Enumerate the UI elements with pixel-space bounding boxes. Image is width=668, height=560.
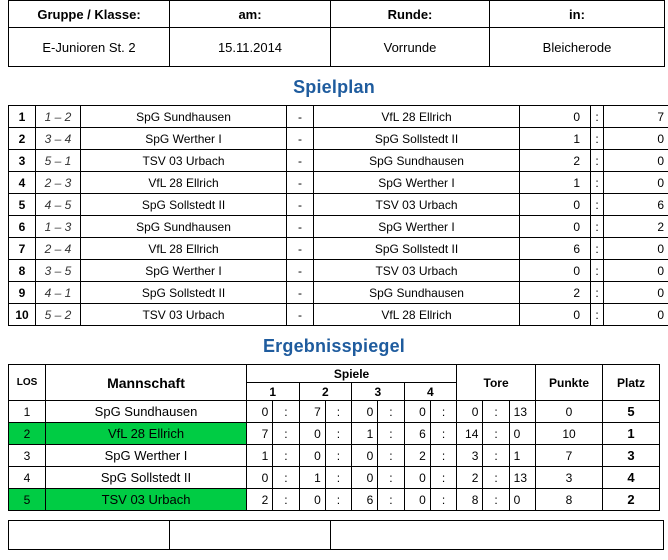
match-dash: - (287, 150, 314, 172)
standing-los: 5 (9, 489, 46, 511)
standing-tore-conceded: 0 (509, 489, 535, 511)
standing-punkte: 0 (536, 401, 603, 423)
match-number: 7 (9, 238, 36, 260)
score-colon: : (273, 445, 299, 467)
standing-game1-away: 1 (299, 467, 325, 489)
match-home-team: VfL 28 Ellrich (81, 238, 287, 260)
table-row (9, 260, 668, 282)
match-goals-away: 0 (604, 260, 668, 282)
score-colon: : (325, 445, 351, 467)
match-dash: - (287, 172, 314, 194)
table-row (9, 521, 664, 550)
match-goals-home: 2 (520, 282, 591, 304)
match-goals-away: 0 (604, 128, 668, 150)
match-dash: - (287, 128, 314, 150)
standing-game2-home: 0 (352, 467, 378, 489)
col-header-tore: Tore (457, 365, 536, 401)
header-value-am: 15.11.2014 (170, 28, 331, 67)
match-away-team: VfL 28 Ellrich (314, 106, 520, 128)
score-colon: : (325, 401, 351, 423)
score-colon: : (273, 401, 299, 423)
match-goals-home: 0 (520, 194, 591, 216)
match-number: 10 (9, 304, 36, 326)
match-goals-home: 1 (520, 172, 591, 194)
match-dash: - (287, 282, 314, 304)
tore-colon: : (483, 445, 509, 467)
match-home-team: SpG Sundhausen (81, 216, 287, 238)
match-home-team: TSV 03 Urbach (81, 304, 287, 326)
standing-tore-conceded: 13 (509, 467, 535, 489)
score-colon: : (325, 467, 351, 489)
standing-game2-home: 0 (352, 401, 378, 423)
header-label-am: am: (170, 1, 331, 28)
standing-los: 4 (9, 467, 46, 489)
table-row (9, 445, 660, 467)
standing-game2-home: 0 (352, 445, 378, 467)
header-value-gruppe: E-Junioren St. 2 (9, 28, 170, 67)
table-row (9, 423, 660, 445)
match-goals-away: 0 (604, 238, 668, 260)
match-score-colon: : (591, 194, 604, 216)
match-pairing: 2 – 4 (36, 238, 81, 260)
match-goals-away: 2 (604, 216, 668, 238)
match-number: 6 (9, 216, 36, 238)
footer-cell-3 (331, 521, 664, 550)
match-number: 3 (9, 150, 36, 172)
match-pairing: 2 – 3 (36, 172, 81, 194)
header-value-in: Bleicherode (490, 28, 665, 67)
match-number: 5 (9, 194, 36, 216)
footer-cell-1 (9, 521, 170, 550)
score-colon: : (325, 489, 351, 511)
standing-tore-scored: 0 (457, 401, 483, 423)
standing-tore-scored: 3 (457, 445, 483, 467)
match-goals-home: 0 (520, 304, 591, 326)
tore-colon: : (483, 489, 509, 511)
match-score-colon: : (591, 216, 604, 238)
standing-tore-conceded: 1 (509, 445, 535, 467)
header-info-table (8, 0, 665, 67)
score-colon: : (378, 467, 404, 489)
standing-los: 2 (9, 423, 46, 445)
match-number: 4 (9, 172, 36, 194)
match-score-colon: : (591, 172, 604, 194)
standing-los: 1 (9, 401, 46, 423)
score-colon: : (430, 423, 456, 445)
ergebnisspiegel-title: Ergebnisspiegel (262, 336, 406, 356)
match-score-colon: : (591, 260, 604, 282)
standing-game1-home: 0 (247, 401, 273, 423)
header-value-row (9, 28, 665, 67)
col-header-mannschaft: Mannschaft (46, 365, 247, 401)
header-value-runde: Vorrunde (331, 28, 490, 67)
match-away-team: SpG Sollstedt II (314, 128, 520, 150)
col-header-spiel-3: 3 (352, 383, 405, 401)
standing-game1-home: 7 (247, 423, 273, 445)
ergebnisspiegel-table (8, 364, 660, 511)
match-goals-away: 0 (604, 282, 668, 304)
standing-game1-home: 1 (247, 445, 273, 467)
header-label-row (9, 1, 665, 28)
score-colon: : (430, 401, 456, 423)
standing-tore-scored: 2 (457, 467, 483, 489)
match-score-colon: : (591, 106, 604, 128)
match-goals-home: 6 (520, 238, 591, 260)
col-header-los: LOS (9, 365, 46, 401)
match-dash: - (287, 260, 314, 282)
score-colon: : (378, 423, 404, 445)
match-home-team: TSV 03 Urbach (81, 150, 287, 172)
table-row (9, 489, 660, 511)
standing-tore-conceded: 0 (509, 423, 535, 445)
standing-tore-scored: 8 (457, 489, 483, 511)
match-score-colon: : (591, 128, 604, 150)
standing-punkte: 3 (536, 467, 603, 489)
standing-game1-home: 0 (247, 467, 273, 489)
table-row (9, 304, 668, 326)
table-row (9, 172, 668, 194)
standing-game1-home: 2 (247, 489, 273, 511)
match-away-team: SpG Sundhausen (314, 282, 520, 304)
match-away-team: TSV 03 Urbach (314, 194, 520, 216)
standing-tore-conceded: 13 (509, 401, 535, 423)
table-row (9, 401, 660, 423)
header-label-gruppe: Gruppe / Klasse: (9, 1, 170, 28)
match-goals-home: 0 (520, 260, 591, 282)
match-dash: - (287, 238, 314, 260)
standing-game3-home: 0 (404, 467, 430, 489)
match-goals-away: 7 (604, 106, 668, 128)
match-dash: - (287, 194, 314, 216)
score-colon: : (273, 467, 299, 489)
header-label-in: in: (490, 1, 665, 28)
match-home-team: SpG Sollstedt II (81, 194, 287, 216)
match-away-team: SpG Sollstedt II (314, 238, 520, 260)
score-colon: : (325, 423, 351, 445)
match-away-team: VfL 28 Ellrich (314, 304, 520, 326)
standing-platz: 4 (603, 467, 660, 489)
score-colon: : (273, 423, 299, 445)
match-score-colon: : (591, 304, 604, 326)
match-home-team: VfL 28 Ellrich (81, 172, 287, 194)
standing-game2-home: 1 (352, 423, 378, 445)
table-row (9, 282, 668, 304)
standing-game1-away: 0 (299, 423, 325, 445)
match-goals-away: 0 (604, 150, 668, 172)
score-colon: : (430, 489, 456, 511)
standing-game1-away: 7 (299, 401, 325, 423)
match-pairing: 5 – 2 (36, 304, 81, 326)
score-colon: : (378, 489, 404, 511)
standing-team: SpG Werther I (46, 445, 247, 467)
match-score-colon: : (591, 238, 604, 260)
standing-game3-home: 6 (404, 423, 430, 445)
col-header-punkte: Punkte (536, 365, 603, 401)
match-home-team: SpG Werther I (81, 128, 287, 150)
match-away-team: TSV 03 Urbach (314, 260, 520, 282)
standing-punkte: 10 (536, 423, 603, 445)
standing-game3-home: 0 (404, 401, 430, 423)
match-pairing: 5 – 1 (36, 150, 81, 172)
tore-colon: : (483, 467, 509, 489)
standing-game1-away: 0 (299, 489, 325, 511)
col-header-spiel-4: 4 (404, 383, 457, 401)
match-goals-home: 0 (520, 216, 591, 238)
standing-game3-home: 0 (404, 489, 430, 511)
col-header-spiel-1: 1 (247, 383, 300, 401)
match-pairing: 4 – 1 (36, 282, 81, 304)
spielplan-table (8, 105, 668, 326)
match-goals-home: 1 (520, 128, 591, 150)
table-row (9, 238, 668, 260)
table-row (9, 150, 668, 172)
match-dash: - (287, 106, 314, 128)
table-row (9, 194, 668, 216)
score-colon: : (430, 467, 456, 489)
footer-cell-2 (170, 521, 331, 550)
col-header-spiele: Spiele (247, 365, 457, 383)
table-row (9, 216, 668, 238)
match-score-colon: : (591, 150, 604, 172)
match-score-colon: : (591, 282, 604, 304)
tore-colon: : (483, 401, 509, 423)
score-colon: : (430, 445, 456, 467)
standing-game1-away: 0 (299, 445, 325, 467)
match-goals-home: 2 (520, 150, 591, 172)
match-pairing: 1 – 2 (36, 106, 81, 128)
match-goals-away: 0 (604, 172, 668, 194)
match-pairing: 3 – 4 (36, 128, 81, 150)
spielplan-body (9, 106, 668, 326)
match-pairing: 1 – 3 (36, 216, 81, 238)
match-number: 1 (9, 106, 36, 128)
score-colon: : (378, 445, 404, 467)
match-goals-home: 0 (520, 106, 591, 128)
table-row (9, 106, 668, 128)
score-colon: : (273, 489, 299, 511)
standing-platz: 5 (603, 401, 660, 423)
footer-partial-table (8, 520, 664, 550)
match-number: 9 (9, 282, 36, 304)
match-home-team: SpG Werther I (81, 260, 287, 282)
standing-team: VfL 28 Ellrich (46, 423, 247, 445)
header-label-runde: Runde: (331, 1, 490, 28)
standing-platz: 2 (603, 489, 660, 511)
table-row (9, 467, 660, 489)
match-number: 8 (9, 260, 36, 282)
match-pairing: 3 – 5 (36, 260, 81, 282)
match-number: 2 (9, 128, 36, 150)
match-away-team: SpG Sundhausen (314, 150, 520, 172)
standing-punkte: 7 (536, 445, 603, 467)
standing-team: SpG Sundhausen (46, 401, 247, 423)
match-home-team: SpG Sollstedt II (81, 282, 287, 304)
ergebnis-header-row-1 (9, 365, 660, 383)
match-home-team: SpG Sundhausen (81, 106, 287, 128)
match-away-team: SpG Werther I (314, 172, 520, 194)
match-dash: - (287, 216, 314, 238)
match-goals-away: 6 (604, 194, 668, 216)
standing-tore-scored: 14 (457, 423, 483, 445)
standing-platz: 1 (603, 423, 660, 445)
col-header-spiel-2: 2 (299, 383, 352, 401)
standing-game3-home: 2 (404, 445, 430, 467)
tore-colon: : (483, 423, 509, 445)
standing-team: SpG Sollstedt II (46, 467, 247, 489)
match-goals-away: 0 (604, 304, 668, 326)
spielplan-title: Spielplan (293, 77, 375, 97)
col-header-platz: Platz (603, 365, 660, 401)
standing-platz: 3 (603, 445, 660, 467)
score-colon: : (378, 401, 404, 423)
standing-team: TSV 03 Urbach (46, 489, 247, 511)
match-away-team: SpG Werther I (314, 216, 520, 238)
standing-los: 3 (9, 445, 46, 467)
standing-punkte: 8 (536, 489, 603, 511)
standing-game2-home: 6 (352, 489, 378, 511)
match-dash: - (287, 304, 314, 326)
table-row (9, 128, 668, 150)
match-pairing: 4 – 5 (36, 194, 81, 216)
